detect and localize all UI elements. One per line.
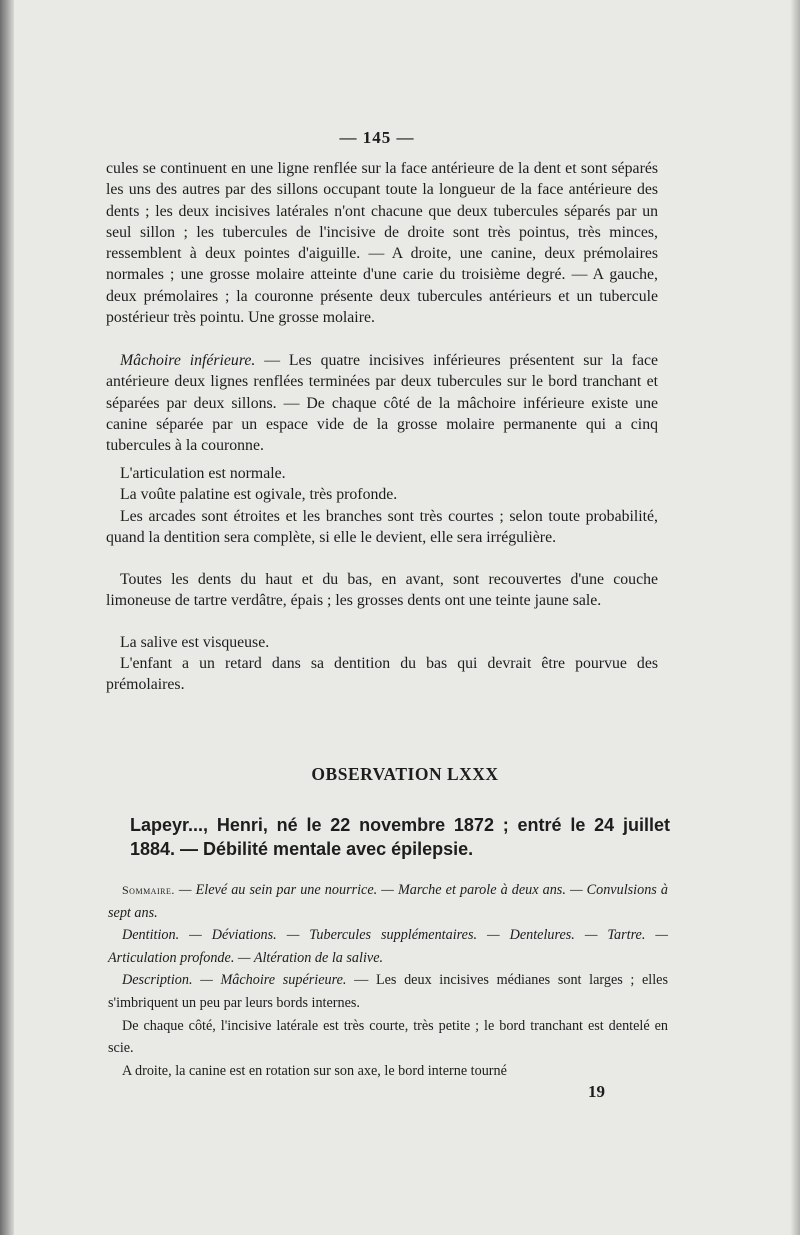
paragraph-tartar: Toutes les dents du haut et du bas, en avant, sont recouvertes d'une couche limoneuse de tartre verdâtre, épais ; les grosses dents ont une teinte jaune sale. bbox=[106, 571, 658, 610]
paragraph-saliva: La salive est visqueuse. bbox=[120, 634, 270, 651]
signature-mark: 19 bbox=[588, 1082, 605, 1101]
summary-line bbox=[108, 879, 668, 924]
paragraph-arcades: Les arcades sont étroites et les branches sont très courtes ; selon toute probabilité, quand la dentition sera complète, si elle le devient, elle sera irrégulière. bbox=[106, 508, 658, 547]
summary-block bbox=[108, 879, 668, 1082]
canine-line: A droite, la canine est en rotation sur son axe, le bord interne tourné bbox=[122, 1062, 507, 1079]
summary-text: — Elevé au sein par une nourrice. — Marche et parole à deux ans. — Convulsions à sept ans. bbox=[108, 882, 668, 921]
dentition-line: Dentition. — Déviations. — Tubercules supplémentaires. — Dentelures. — Tartre. — Articulation profonde. — Altération de la salive. bbox=[108, 927, 668, 966]
description-line bbox=[108, 969, 668, 1014]
paragraph-delay: L'enfant a un retard dans sa dentition du bas qui devrait être pourvue des prémolaires. bbox=[106, 655, 658, 694]
lower-jaw-label: Mâchoire inférieure. bbox=[120, 352, 256, 369]
lateral-incisive-line: De chaque côté, l'incisive latérale est très courte, très petite ; le bord tranchant est dentelé en scie. bbox=[108, 1017, 668, 1057]
paragraph-upper-jaw: cules se continuent en une ligne renflée sur la face antérieure de la dent et sont séparés les uns des autres par des sillons occupant toute la longueur de la face antérieure des dents ; les deux incisives latérales n'ont chacune que deux tubercules séparés par un seul sillon ; les tubercules de l'incisive de droite sont très pointus, très minces, ressemblent à deux pointes d'aiguille. — A droite, une canine, deux prémolaires normales ; une grosse molaire atteinte d'une carie du troisième degré. — A gauche, deux prémolaires ; la couronne présente deux tubercules antérieurs et un tubercule postérieur très pointu. Une grosse molaire. bbox=[106, 160, 658, 327]
lower-jaw-text: — Les quatre incisives inférieures présentent sur la face antérieure deux lignes renflées terminées par deux tubercules sur le bord tranchant et séparées par deux sillons. — De chaque côté de la mâchoire inférieure existe une canine séparée par un espace vide de la grosse molaire permanente qui a cinq tubercules à la couronne. bbox=[106, 352, 658, 455]
paragraph-palate: La voûte palatine est ogivale, très profonde. bbox=[120, 486, 398, 503]
description-text: — Les deux incisives médianes sont larges ; elles s'imbriquent un peu par leurs bords internes. bbox=[108, 972, 668, 1011]
paragraph-articulation: L'articulation est normale. bbox=[120, 465, 286, 482]
paragraph-lower-jaw bbox=[106, 350, 658, 456]
summary-label: Sommaire. bbox=[122, 883, 175, 897]
observation-title: OBSERVATION LXXX bbox=[311, 764, 499, 784]
upper-jaw-label: — Mâchoire supérieure. bbox=[192, 972, 347, 989]
page-number: — 145 — bbox=[339, 128, 415, 147]
case-heading: Lapeyr..., Henri, né le 22 novembre 1872 ; entré le 24 juillet 1884. — Débilité mentale avec épilepsie. bbox=[130, 815, 670, 859]
description-label: Description. bbox=[122, 972, 193, 989]
